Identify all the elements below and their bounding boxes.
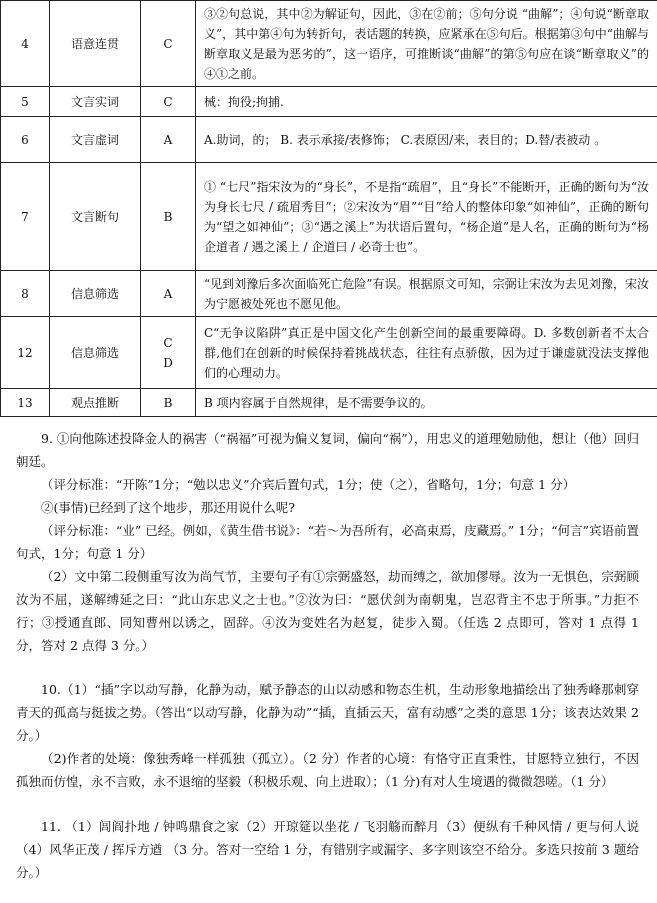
- table-row: [1, 163, 657, 271]
- answer-table: [0, 0, 657, 417]
- q9-scoring-1: （评分标准：“开陈”1分；“勉以忠义”介宾后置句式，1分；使（之），省略句，1分；句意 1 分）: [41, 477, 576, 492]
- question-11-section: [0, 815, 657, 884]
- answer-letter: A: [163, 286, 173, 301]
- explanation-cell: C“无争议陷阱”真正是中国文化产生创新空间的最重要障碍。D. 多数创新者不太合群,他们在创新的时候保持着挑战状态，往往有点骄傲，因为过于谦虚就没法支撑他们的心理动力。: [196, 317, 657, 389]
- q10-answer-2: （2)作者的处境：像独秀峰一样孤独（孤立）。（2 分）作者的心境：有恪守正直秉性，甘愿特立独行，不因孤独而仿惶，永不言败，永不退缩的坚毅（积极乐观、向上进取）；（1 分)有对人生境遇的微微怨嗟。（1 分）: [16, 751, 639, 789]
- question-number-cell: 5: [1, 87, 50, 117]
- question-type-cell: 文言断句: [50, 163, 141, 271]
- answer-letter: C: [163, 94, 173, 109]
- table-row: [1, 117, 657, 163]
- explanation-cell: ③②句总说，其中②为解证句，因此，③在②前；⑤句分说 “曲解”；④句说“断章取义”，其中第④句为转折句，表话题的转换，应紧承在⑤句后。根据第③句中“曲解与断章取义是最为恶劣的”，这一语序，可推断谈“曲解”的第⑤句应在谈“断章取义”的④①之前。: [196, 1, 657, 87]
- section-spacer: [0, 793, 657, 815]
- question-number-cell: 4: [1, 1, 50, 87]
- question-type-cell: 信息筛选: [50, 317, 141, 389]
- question-type-cell: 信息筛选: [50, 271, 141, 317]
- question-number-cell: 12: [1, 317, 50, 389]
- answer-letter: A: [163, 132, 173, 147]
- question-10-section: [0, 678, 657, 793]
- answer-cell: [141, 317, 196, 389]
- question-number-cell: 7: [1, 163, 50, 271]
- question-type-cell: 观点推断: [50, 389, 141, 417]
- answer-text-body: [0, 427, 657, 884]
- answer-cell: [141, 117, 196, 163]
- section-spacer: [0, 657, 657, 678]
- q11-answer: 11. （1）闾阎扑地 / 钟鸣鼎食之家（2）开琼筵以坐花 / 飞羽觞而醉月（3）便纵有千种风情 / 更与何人说（4）风华正茂 / 挥斥方遒 （3 分。答对一空给 1 分，有错别字或漏字、多字则该空不给分。多选只按前 3 题给分。）: [16, 819, 639, 880]
- table-row: [1, 317, 657, 389]
- answer-letter: B: [163, 395, 173, 410]
- question-type-cell: 文言实词: [50, 87, 141, 117]
- question-type-cell: 文言虚词: [50, 117, 141, 163]
- question-9-section: [0, 427, 657, 657]
- explanation-cell: ① “七尺”指宋汝为的“身长”，不是指“疏眉”，且“身长”不能断开，正确的断句为“汝为身长七尺 / 疏眉秀目”；②宋汝为“眉”“目”给人的整体印象“如神仙”，正确的断句为“望之如神仙”；③“遇之溪上”为状语后置句，“杨企道”是人名，正确的断句为“杨企道者 / 遇之溪上 / 企道曰 / 必奇士也”。: [196, 163, 657, 271]
- explanation-cell: “见到刘豫后多次面临死亡危险”有误。根据原文可知，宗弼让宋汝为去见刘豫，宋汝为宁愿被处死也不愿见他。: [196, 271, 657, 317]
- answer-cell: [141, 271, 196, 317]
- q9-scoring-2: （评分标准：“业” 已经。例如，《黄生借书说》：“若～为吾所有，必高束焉，庋藏焉。” 1分；“何言”宾语前置句式，1分；句意 1 分）: [16, 523, 639, 561]
- explanation-cell: B 项内容属于自然规律，是不需要争议的。: [196, 389, 657, 417]
- table-row: [1, 389, 657, 417]
- q10-answer-1: 10.（1）“插”字以动写静，化静为动，赋予静态的山以动感和物态生机，生动形象地描绘出了独秀峰那刺穿青天的孤高与挺拔之势。（答出“以动写静，化静为动”“插，直插云天，富有动感”之类的意思 1分；该表达效果 2分。）: [16, 682, 639, 743]
- answer-cell: [141, 1, 196, 87]
- explanation-cell: 械：拘役;拘捕.: [196, 87, 657, 117]
- answer-letter: C: [163, 36, 173, 51]
- q9-answer-1: 9. ①向他陈述投降金人的祸害（“祸福”可视为偏义复词，偏向“祸”），用忠义的道理勉励他，想让（他）回归朝廷。: [16, 431, 639, 469]
- table-row: [1, 1, 657, 87]
- q9-answer-2: ②(事情)已经到了这个地步，那还用说什么呢?: [41, 500, 295, 515]
- question-type-cell: 语意连贯: [50, 1, 141, 87]
- answer-letter: D: [163, 355, 173, 370]
- question-number-cell: 13: [1, 389, 50, 417]
- table-row: [1, 271, 657, 317]
- question-number-cell: 6: [1, 117, 50, 163]
- table-row: [1, 87, 657, 117]
- explanation-cell: A.助词，的； B. 表示承接/表修饰； C.表原因/来，表目的；D.替/表被动 。: [196, 117, 657, 163]
- answer-cell: [141, 87, 196, 117]
- answer-table-body: [1, 1, 657, 417]
- answer-cell: [141, 389, 196, 417]
- answer-letter: C: [163, 335, 173, 350]
- answer-cell: [141, 163, 196, 271]
- answer-letter: B: [163, 209, 173, 224]
- question-number-cell: 8: [1, 271, 50, 317]
- q9-part-2-answer: （2）文中第二段侧重写汝为尚气节，主要句子有①宗弼盛怒，劫而缚之，欲加僇辱。汝为一无惧色，宗弼顾汝为不屈，遂解缚延之曰：“此山东忠义之士也。”②汝为曰：“愿伏剑为南朝鬼，岂忍背主不忠于所事。”力拒不行；③授通直郎、同知曹州以诱之，固辞。④汝为变姓名为赵复，徒步入蜀。（任选 2 点即可，答对 1 点得 1 分，答对 2 点得 3 分。）: [16, 569, 639, 653]
